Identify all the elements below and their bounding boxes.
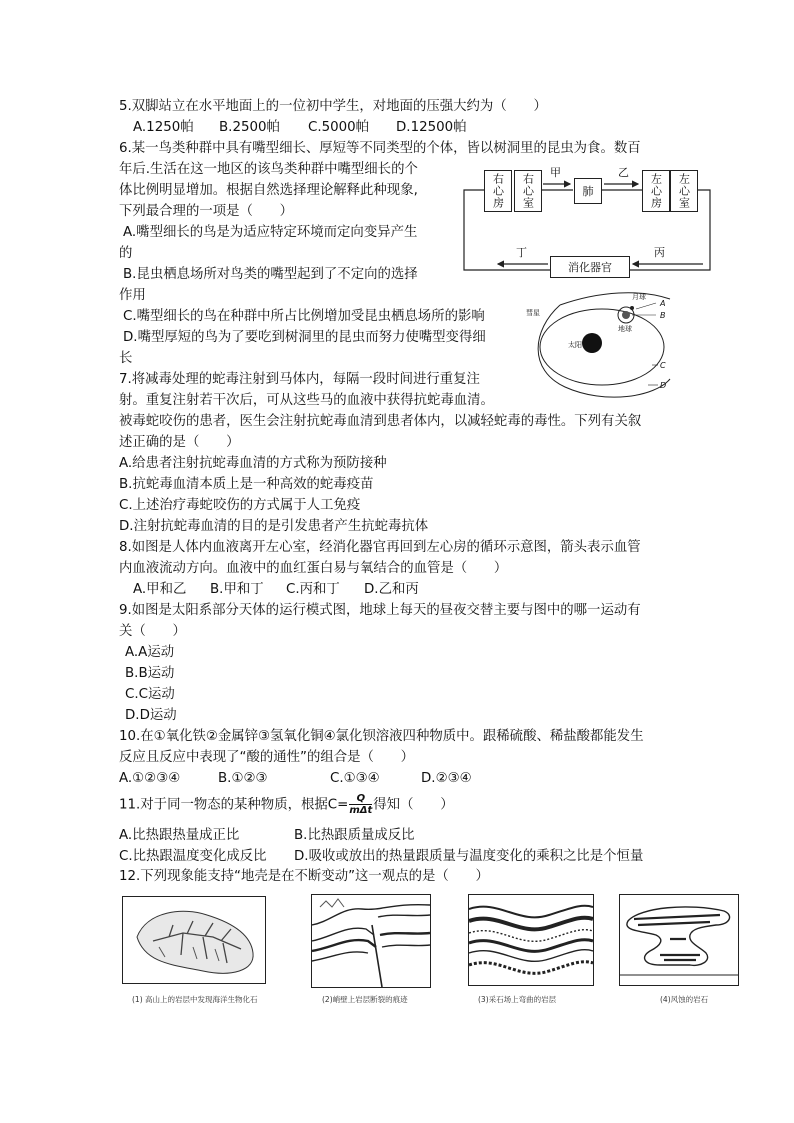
circulation-diagram (458, 160, 716, 276)
label-ding: 丁 (516, 246, 527, 259)
q11-stem-after: 得知（ ） (373, 797, 454, 813)
box-right-atrium: 右心房 (484, 170, 512, 212)
q10-line-1: 10.在①氧化铁②金属锌③氢氧化铜④氯化钡溶液四种物质中。跟稀硫酸、稀盐酸都能发生 (119, 729, 644, 744)
q7-line-1: 7.将减毒处理的蛇毒注射到马体内，每隔一段时间进行重复注 (119, 372, 480, 387)
q6-line-2: 年后.生活在这一地区的该鸟类种群中嘴型细长的个 (119, 162, 418, 177)
q8-option-a[interactable]: A.甲和乙 (133, 582, 187, 597)
label-moon: 月球 (632, 293, 646, 301)
label-earth: 地球 (618, 325, 632, 333)
q10-line-2: 反应且反应中表现了“酸的通性”的组合是（ ） (119, 750, 415, 765)
caption-4: (4)风蚀的岩石 (660, 995, 709, 1004)
label-sun: 太阳 (568, 341, 582, 349)
q6-option-a-cont: 的 (119, 246, 133, 261)
q6-line-4: 下列最合理的一项是（ ） (119, 204, 294, 219)
q11-option-a[interactable]: A.比热跟热量成正比 (119, 828, 240, 843)
q11-formula-denominator: mΔt (349, 805, 373, 816)
box-right-ventricle: 右心室 (514, 170, 542, 212)
q6-option-d-cont: 长 (119, 351, 133, 366)
label-a: A (660, 299, 666, 308)
fold-sketch (469, 895, 593, 985)
q9-option-d[interactable]: D.D运动 (125, 708, 177, 723)
q7-option-c[interactable]: C.上述治疗毒蛇咬伤的方式属于人工免疫 (119, 498, 361, 513)
label-d: D (660, 381, 667, 390)
moon-disc (630, 306, 634, 310)
pic-folded-rock (468, 894, 594, 986)
erosion-sketch (620, 895, 738, 985)
q6-line-3: 体比例明显增加。根据自然选择理论解释此种现象, (119, 183, 418, 198)
q5-option-b[interactable]: B.2500帕 (219, 120, 280, 135)
box-lung: 肺 (574, 178, 602, 204)
q5-stem: 5.双脚站立在水平地面上的一位初中学生，对地面的压强大约为（ ） (119, 99, 547, 114)
pic-fossil-rock (122, 896, 266, 984)
q5-option-d[interactable]: D.12500帕 (396, 120, 467, 135)
q7-option-b[interactable]: B.抗蛇毒血清本质上是一种高效的蛇毒疫苗 (119, 477, 374, 492)
q8-option-c[interactable]: C.丙和丁 (286, 582, 340, 597)
q6-option-c[interactable]: C.嘴型细长的鸟在种群中所占比例增加受昆虫栖息场所的影响 (123, 309, 485, 324)
label-bing: 丙 (654, 246, 665, 259)
caption-3: (3)采石场上弯曲的岩层 (478, 995, 557, 1004)
q6-option-a[interactable]: A.嘴型细长的鸟是为适应特定环境而定向变异产生 (123, 225, 418, 240)
box-left-ventricle: 左心室 (670, 170, 698, 212)
label-jia: 甲 (550, 166, 561, 179)
label-yi: 乙 (618, 166, 629, 179)
q6-line-1: 6.某一鸟类种群中具有嘴型细长、厚短等不同类型的个体，皆以树洞里的昆虫为食。数百 (119, 141, 641, 156)
q10-option-a[interactable]: A.①②③④ (119, 771, 181, 786)
q11-formula-fraction (349, 793, 372, 816)
q11-option-d[interactable]: D.吸收或放出的热量跟质量与温度变化的乘积之比是个恒量 (294, 849, 644, 864)
label-b: B (660, 311, 666, 320)
q12-stem: 12.下列现象能支持“地壳是在不断变动”这一观点的是（ ） (119, 869, 489, 884)
q11-stem (119, 793, 454, 816)
q7-option-d[interactable]: D.注射抗蛇毒血清的目的是引发患者产生抗蛇毒抗体 (119, 519, 429, 534)
q9-option-c[interactable]: C.C运动 (125, 687, 175, 702)
q7-line-4: 述正确的是（ ） (119, 435, 240, 450)
label-comet: 彗星 (526, 309, 540, 317)
q6-option-d[interactable]: D.嘴型厚短的鸟为了要吃到树洞里的昆虫而努力使嘴型变得细 (123, 330, 486, 345)
q8-line-2: 内血液流动方向。血液中的血红蛋白易与氧结合的血管是（ ） (119, 561, 508, 576)
solar-orbits (520, 285, 680, 405)
q5-option-a[interactable]: A.1250帕 (133, 120, 194, 135)
fossil-sketch (123, 897, 265, 983)
q11-formula-numerator: Q (349, 793, 372, 805)
earth-orbit (540, 309, 664, 385)
q10-option-c[interactable]: C.①③④ (330, 771, 380, 786)
box-left-atrium: 左心房 (642, 170, 670, 212)
sun-disc (582, 333, 602, 353)
q9-line-1: 9.如图是太阳系部分天体的运行模式图，地球上每天的昼夜交替主要与图中的哪一运动有 (119, 603, 641, 618)
earth-disc (622, 311, 630, 319)
q11-stem-before: 11.对于同一物态的某种物质，根据C= (119, 797, 349, 813)
pic-cliff-fault (311, 894, 431, 988)
q9-option-b[interactable]: B.B运动 (125, 666, 175, 681)
q6-option-b-cont: 作用 (119, 288, 146, 303)
q10-option-b[interactable]: B.①②③ (218, 771, 268, 786)
q8-option-b[interactable]: B.甲和丁 (210, 582, 264, 597)
q9-option-a[interactable]: A.A运动 (125, 645, 175, 660)
q6-option-b[interactable]: B.昆虫栖息场所对鸟类的嘴型起到了不定向的选择 (123, 267, 418, 282)
q7-line-3: 被毒蛇咬伤的患者，医生会注射抗蛇毒血清到患者体内，以减轻蛇毒的毒性。下列有关叙 (119, 414, 642, 429)
solar-diagram (520, 285, 680, 405)
q11-option-b[interactable]: B.比热跟质量成反比 (294, 828, 415, 843)
pic-wind-eroded-rock (619, 894, 739, 986)
q9-line-2: 关（ ） (119, 624, 186, 639)
q5-option-c[interactable]: C.5000帕 (308, 120, 370, 135)
fault-sketch (312, 895, 430, 987)
q8-line-1: 8.如图是人体内血液离开左心室，经消化器官再回到左心房的循环示意图，箭头表示血管 (119, 540, 641, 555)
q10-option-d[interactable]: D.②③④ (421, 771, 472, 786)
caption-1: (1) 高山上的岩层中发现海洋生物化石 (132, 995, 258, 1004)
box-digestive-organ: 消化器官 (550, 256, 630, 278)
comet-orbit (538, 305, 670, 397)
label-c: C (660, 361, 666, 370)
q7-option-a[interactable]: A.给患者注射抗蛇毒血清的方式称为预防接种 (119, 456, 387, 471)
q11-option-c[interactable]: C.比热跟温度变化成反比 (119, 849, 267, 864)
q7-line-2: 射。重复注射若干次后，可从这些马的血液中获得抗蛇毒血清。 (119, 393, 494, 408)
q8-option-d[interactable]: D.乙和丙 (364, 582, 419, 597)
caption-2: (2)峭壁上岩层断裂的痕迹 (322, 995, 408, 1004)
